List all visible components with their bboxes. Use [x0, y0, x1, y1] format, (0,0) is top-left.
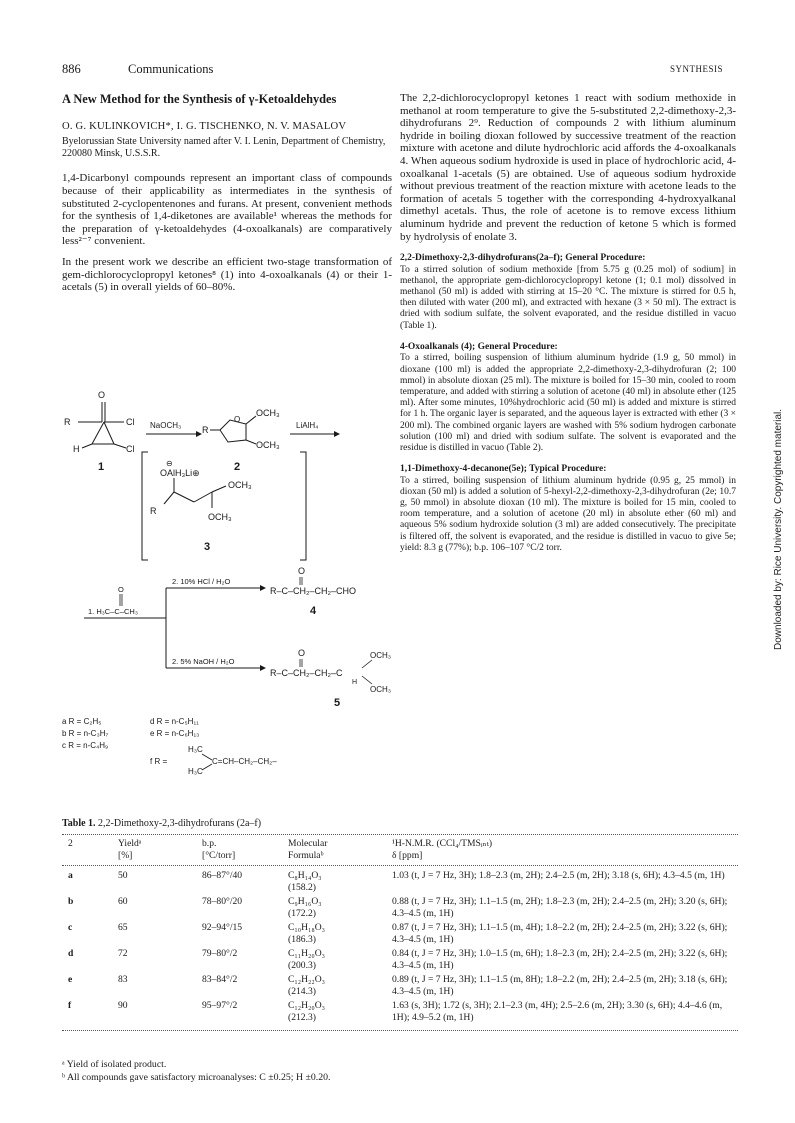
procedure-oxoalkanals: [400, 342, 736, 454]
download-watermark: [773, 350, 787, 650]
table-cell-formula: C₁₂H₂₂O₃: [288, 974, 325, 985]
header-formula: Molecular: [288, 838, 328, 849]
header-bp-unit: [°C/torr]: [202, 850, 236, 861]
svg-text:OAlH₃Li⊕: OAlH₃Li⊕: [160, 468, 200, 478]
table-cell-yield: 72: [118, 948, 128, 959]
table-cell-bp: 86–87°/40: [202, 870, 243, 881]
procedure-text: To a stirred solution of sodium methoxide [from 5.75 g (0.25 mol) of sodium] in methanol, the appropriate gem-dichlorocyclopropyl ketone (1; 0.1 mol) dissolved in methanol (50 ml) is added with stirring at 15–20 °C. The mixture is stirred for 0.5 h, then diluted with water (200 ml), and extracted with hexane (3 × 50 ml). The extract is dried with sodium sulfate, the solvent evaporated, and the residue distilled in vacuo (Table 1).: [400, 264, 736, 331]
table-footnotes: [62, 1058, 330, 1084]
procedure-heading: 1,1-Dimethoxy-4-decanone(5e); Typical Procedure:: [400, 464, 607, 475]
table-cell-mw: (214.3): [288, 986, 316, 997]
table-cell-yield: 50: [118, 870, 128, 881]
table-cell-nmr: 1.63 (s, 3H); 1.72 (s, 3H); 2.1–2.3 (m, 4H); 2.5–2.6 (m, 2H); 3.30 (s, 6H); 4.4–4.6 (m, 1H); 4.9–5.2 (m, 1H): [392, 1000, 723, 1023]
svg-text:O: O: [298, 566, 306, 576]
svg-text:H: H: [352, 679, 358, 686]
intro-paragraph-1: 1,4-Dicarbonyl compounds represent an important class of compounds because of their applicability as intermediates in the synthesis of substituted 2-cyclopentenones and furans. At present, convenient methods for the synthesis of 1,4-diketones are available¹ whereas the methods for the preparation of γ-ketoaldehydes (4-oxoalkanals) are comparatively less²⁻⁷ convenient.: [62, 172, 392, 248]
reagent-lithium-aluminum-hydride: LiAlH₄: [296, 421, 319, 430]
header-nmr-unit: δ [ppm]: [392, 850, 423, 861]
svg-text:⊖: ⊖: [166, 459, 173, 468]
table-caption-label: Table 1.: [62, 818, 96, 829]
svg-text:OCH₃: OCH₃: [370, 685, 392, 694]
download-notice: Downloaded by: Rice University. Copyrighted material.: [773, 408, 784, 650]
table-cell-bp: 79–80°/2: [202, 948, 238, 959]
substituent-f: f R =: [150, 757, 168, 766]
svg-text:R: R: [202, 425, 209, 435]
table-cell-mw: (158.2): [288, 882, 316, 893]
footnote-b: ᵇ All compounds gave satisfactory microanalyses: C ±0.25; H ±0.20.: [62, 1072, 331, 1083]
journal-name: SYNTHESIS: [669, 64, 723, 74]
procedure-dihydrofurans: [400, 253, 736, 332]
svg-text:H: H: [73, 444, 80, 454]
affiliation: Byelorussian State University named after V. I. Lenin, Department of Chemistry, 220080 Minsk, U.S.S.R.: [62, 136, 386, 160]
table-cell-compound: e: [68, 974, 73, 985]
right-column: [400, 92, 736, 560]
table-cell-bp: 78–80°/20: [202, 896, 243, 907]
table-cell-mw: (212.3): [288, 1012, 316, 1023]
procedure-heading: 4-Oxoalkanals (4); General Procedure:: [400, 341, 558, 352]
step-acid-workup: 2. 10% HCl / H₂O: [172, 577, 231, 586]
table-cell-bp: 95–97°/2: [202, 1000, 238, 1011]
table-cell-formula: C₉H₁₆O₃: [288, 896, 322, 907]
substituent-e: e R = n-C₆H₁₃: [150, 729, 200, 738]
svg-text:R: R: [64, 417, 71, 427]
discussion-paragraph: The 2,2-dichlorocyclopropyl ketones 1 react with sodium methoxide in methanol at room temperature to give the 5-substituted 2,2-dimethoxy-2,3-dihydrofurans 2⁹. Reduction of compounds 2 with lithium aluminum hydride in boiling dioxan followed by successive treatment of the reaction mixture with acetone and dilute hydrochloric acid affords the 4-oxoalkanals 4. When aqueous sodium hydroxide is used in place of hydrochloric acid, 4-oxoalkanal 1-acetals (5) are obtained. Use of aqueous sodium hydroxide without previous treatment of the reaction mixture with acetone leads to the formation of acetals 5 together with the corresponding 4-hydroxyalkanal dimethyl acetals. Thus, the role of acetone is to remove excess lithium aluminum hydride and prevent the reduction of ketone 5 which is formed by hydrolysis of enolate 3.: [400, 92, 736, 243]
procedure-text: To a stirred, boiling suspension of lithium aluminum hydride (0.95 g, 25 mmol) in dioxan (50 ml) is added a solution of 5-hexyl-2,2-dimethoxy-2,3-dihydrofuran (2e; 10.7 g, 50 mmol) in absolute dioxan (10 ml). The mixture is boiled for 15 min, cooled to room temperature, and a solution of acetone (20 ml) in absolute ether (60 ml) and aqueous 5% sodium hydroxide solution (3 ml) are added consecutively. The precipitate is filtered off, the solvent is evaporated, and the residue is distilled in vacuo to give 5e; yield: 8.3 g (77%); b.p. 106–107 °C/2 torr.: [400, 475, 736, 553]
label-compound-2: 2: [234, 461, 241, 473]
table-cell-compound: a: [68, 870, 73, 881]
svg-text:O: O: [298, 648, 306, 658]
substituent-a: a R = C₂H₅: [62, 717, 102, 726]
table-rule-header: [62, 865, 738, 866]
table-cell-mw: (186.3): [288, 934, 316, 945]
table-cell-compound: f: [68, 1000, 72, 1011]
svg-text:R: R: [150, 506, 157, 516]
step-acetone: 1. H₃C–C–CH₃: [88, 607, 138, 616]
table-cell-nmr: 0.84 (t, J = 7 Hz, 3H); 1.0–1.5 (m, 6H); 1.8–2.3 (m, 2H); 2.4–2.5 (m, 2H); 3.22 (s, 6H); 4.3–4.5 (m, 1H): [392, 948, 728, 971]
table-caption: [62, 818, 261, 829]
table-cell-mw: (200.3): [288, 960, 316, 971]
table-cell-formula: C₁₂H₂₀O₃: [288, 1000, 325, 1011]
table-cell-bp: 83–84°/2: [202, 974, 238, 985]
reagent-sodium-methoxide: NaOCH₃: [150, 421, 182, 430]
header-yield: Yieldᵃ: [118, 838, 142, 849]
svg-text:Cl: Cl: [126, 444, 135, 454]
substituent-c: c R = n-C₄H₉: [62, 741, 109, 750]
svg-text:OCH₃: OCH₃: [256, 440, 280, 450]
substituent-key: [62, 717, 277, 776]
header-formula-sub: Formulaᵇ: [288, 850, 324, 861]
table-cell-formula: C₁₁H₂₀O₃: [288, 948, 325, 959]
table-cell-yield: 90: [118, 1000, 128, 1011]
intro-paragraph-2: In the present work we describe an efficient two-stage transformation of gem-dichlorocyclopropyl ketones⁸ (1) into 4-oxoalkanals (4) or their 1-acetals (5) in overall yields of 60–80%.: [62, 255, 392, 294]
procedure-text: To a stirred, boiling suspension of lithium aluminum hydride (1.9 g, 50 mmol) in dioxane (100 ml) is added the appropriate 2,2-dimethoxy-2,3-dihydrofuran (2; 100 mmol) in absolute dioxan (25 ml). The mixture is boiled for 15–30 min, cooled to room temperature, and added with stirring a solution of acetone (40 ml) in absolute ether (125 ml). After some minutes, 10%hydrochloric acid (50 ml) is added and mixture is stirred for 1 h. The organic layer is separated, and the aqueous layer is extracted with ether (3 × 200 ml). The combined organic layers are washed with 5% sodium hydrogen carbonate solution (100 ml) and dried with sodium sulfate. The solvent is evaporated and the residue is distilled in vacuo (Table 2).: [400, 353, 736, 453]
svg-text:H₃C: H₃C: [188, 745, 203, 754]
table-rule-bottom: [62, 1030, 738, 1031]
svg-text:H₃C: H₃C: [188, 767, 203, 776]
table-cell-bp: 92–94°/15: [202, 922, 243, 933]
header-bp: b.p.: [202, 838, 217, 849]
compound-2-structure: [210, 416, 256, 444]
svg-text:OCH₃: OCH₃: [228, 480, 252, 490]
substituent-f-group: C=CH–CH₂–CH₂–: [212, 757, 277, 766]
svg-text:O: O: [98, 390, 106, 400]
step-base-workup: 2. 5% NaOH / H₂O: [172, 657, 235, 666]
substituent-d: d R = n-C₅H₁₁: [150, 717, 199, 726]
table-cell-mw: (172.2): [288, 908, 316, 919]
substituent-b: b R = n-C₃H₇: [62, 729, 109, 738]
product-4-formula: R–C–CH₂–CH₂–CHO: [270, 586, 357, 596]
header-compound: 2: [68, 838, 73, 849]
table-cell-yield: 83: [118, 974, 128, 985]
table-rule-top: [62, 834, 738, 835]
footnote-a: ᵃ Yield of isolated product.: [62, 1059, 167, 1070]
scheme-drawing: [62, 378, 392, 818]
svg-text:Cl: Cl: [126, 417, 135, 427]
procedure-decanone: [400, 464, 736, 554]
table-cell-yield: 60: [118, 896, 128, 907]
header-yield-unit: [%]: [118, 850, 133, 861]
product-5-formula: R–C–CH₂–CH₂–C: [270, 668, 343, 678]
header-nmr: ¹H-N.M.R. (CCl₄/TMSᵢₙₜ): [392, 838, 493, 849]
table-cell-compound: c: [68, 922, 73, 933]
left-column: [62, 92, 392, 302]
reaction-scheme: [62, 378, 392, 853]
table-cell-nmr: 0.89 (t, J = 7 Hz, 3H); 1.1–1.5 (m, 8H); 1.8–2.2 (m, 2H); 2.4–2.5 (m, 2H); 3.18 (s, 6H); 4.3–4.5 (m, 1H): [392, 974, 728, 997]
table-cell-compound: d: [68, 948, 74, 959]
svg-text:OCH₃: OCH₃: [256, 408, 280, 418]
compound-1-structure: [78, 402, 126, 448]
table-cell-formula: C₁₀H₁₈O₃: [288, 922, 325, 933]
label-compound-3: 3: [204, 541, 211, 553]
table-caption-text: 2,2-Dimethoxy-2,3-dihydrofurans (2a–f): [98, 818, 262, 829]
svg-text:OCH₃: OCH₃: [370, 651, 392, 660]
table-cell-nmr: 0.88 (t, J = 7 Hz, 3H); 1.1–1.5 (m, 2H); 1.8–2.3 (m, 2H); 2.4–2.5 (m, 2H); 3.20 (s, 6H); 4.3–4.5 (m, 1H): [392, 896, 728, 919]
table-cell-compound: b: [68, 896, 74, 907]
table-cell-nmr: 1.03 (t, J = 7 Hz, 3H); 1.8–2.3 (m, 2H); 2.4–2.5 (m, 2H); 3.18 (s, 6H); 4.3–4.5 (m, 1H): [392, 870, 725, 881]
table-cell-yield: 65: [118, 922, 128, 933]
svg-text:O: O: [234, 415, 241, 424]
authors: O. G. KULINKOVICH*, I. G. TISCHENKO, N. V. MASALOV: [62, 121, 347, 132]
label-compound-5: 5: [334, 697, 341, 709]
table-cell-nmr: 0.87 (t, J = 7 Hz, 3H); 1.1–1.5 (m, 4H); 1.8–2.2 (m, 2H); 2.4–2.5 (m, 2H); 3.22 (s, 6H); 4.3–4.5 (m, 1H): [392, 922, 728, 945]
label-compound-1: 1: [98, 461, 105, 473]
section-title: Communications: [128, 62, 214, 76]
procedure-heading: 2,2-Dimethoxy-2,3-dihydrofurans(2a–f); General Procedure:: [400, 253, 646, 264]
article-title: A New Method for the Synthesis of γ-Ketoaldehydes: [62, 92, 337, 106]
label-compound-4: 4: [310, 605, 317, 617]
svg-text:OCH₃: OCH₃: [208, 512, 232, 522]
table-cell-formula: C₈H₁₄O₃: [288, 870, 322, 881]
svg-text:O: O: [118, 585, 124, 594]
page-number: 886: [62, 62, 81, 76]
pathway-branches: [84, 588, 262, 668]
